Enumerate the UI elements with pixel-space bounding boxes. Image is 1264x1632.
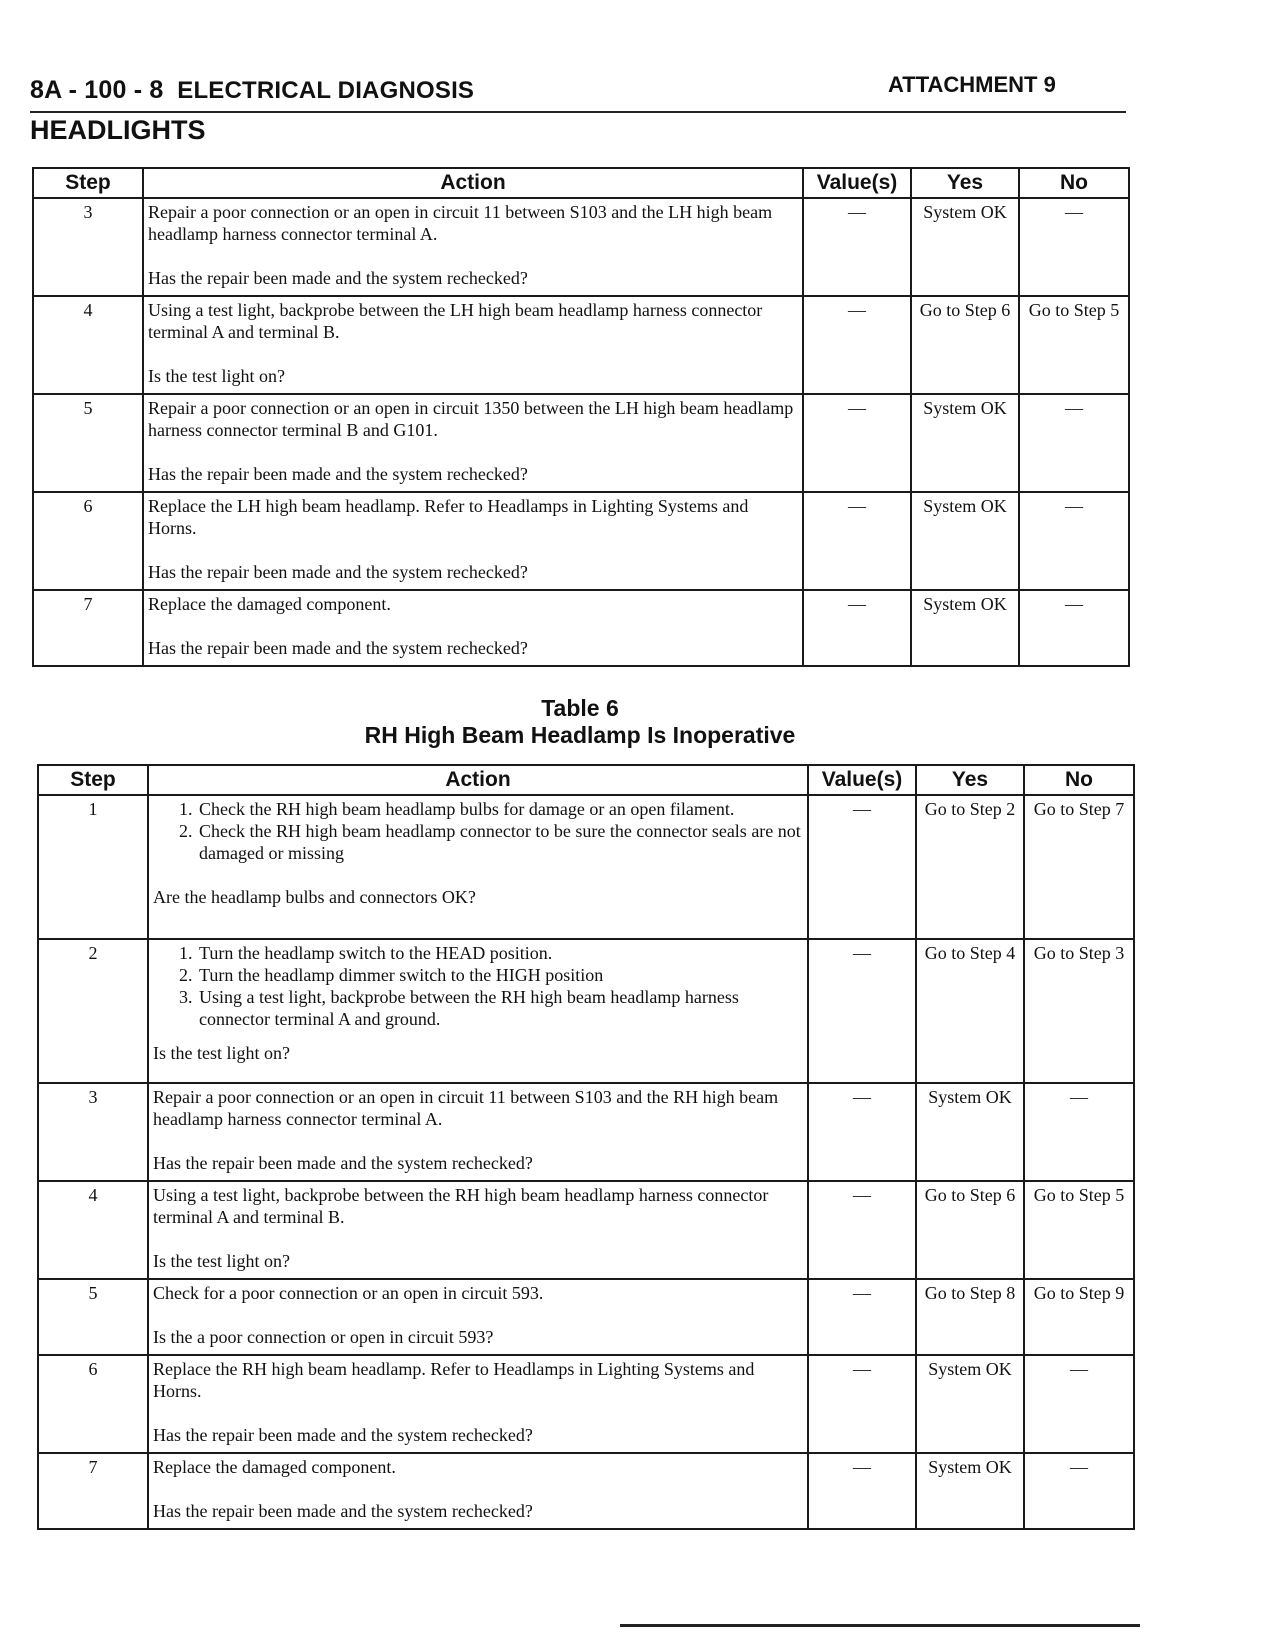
action-cell <box>143 198 803 296</box>
no-cell: Go to Step 3 <box>1024 939 1134 1083</box>
footer-divider <box>620 1624 1140 1627</box>
table-row <box>38 1453 1134 1529</box>
action-text: Repair a poor connection or an open in circuit 1350 between the LH high beam headlamp harness connector terminal B and G101. <box>148 398 794 440</box>
page-code: 8A - 100 - 8 <box>30 76 164 104</box>
no-cell: — <box>1019 590 1129 666</box>
action-cell <box>148 1083 808 1181</box>
no-cell: Go to Step 7 <box>1024 795 1134 939</box>
yes-cell: System OK <box>911 394 1019 492</box>
question-text: Has the repair been made and the system rechecked? <box>148 268 528 288</box>
action-cell <box>148 1355 808 1453</box>
action-cell <box>143 590 803 666</box>
question-text: Has the repair been made and the system rechecked? <box>148 638 528 658</box>
yes-cell: Go to Step 2 <box>916 795 1024 939</box>
action-cell <box>143 296 803 394</box>
no-cell: — <box>1024 1453 1134 1529</box>
no-cell: Go to Step 5 <box>1019 296 1129 394</box>
action-cell <box>148 795 808 939</box>
value-cell: — <box>803 198 911 296</box>
table-row <box>38 1355 1134 1453</box>
yes-cell: System OK <box>911 198 1019 296</box>
table-caption-title: RH High Beam Headlamp Is Inoperative <box>364 722 796 748</box>
step-cell: 6 <box>38 1355 148 1453</box>
action-cell <box>143 394 803 492</box>
table-row <box>38 1279 1134 1355</box>
question-text: Is the a poor connection or open in circuit 593? <box>153 1327 494 1347</box>
question-text: Has the repair been made and the system rechecked? <box>153 1425 533 1445</box>
table-row <box>33 296 1129 394</box>
action-text: Using a test light, backprobe between the LH high beam headlamp harness connector terminal A and terminal B. <box>148 300 763 342</box>
table-row <box>33 394 1129 492</box>
table-row <box>38 1181 1134 1279</box>
table-row <box>38 1083 1134 1181</box>
col-step-header: Step <box>38 765 148 795</box>
action-cell <box>148 939 808 1083</box>
yes-cell: Go to Step 8 <box>916 1279 1024 1355</box>
value-cell: — <box>808 1355 916 1453</box>
value-cell: — <box>808 1279 916 1355</box>
step-cell: 2 <box>38 939 148 1083</box>
list-item: 2. Check the RH high beam headlamp connector to be sure the connector seals are not damaged or missing <box>197 820 803 864</box>
section-title: HEADLIGHTS <box>30 115 206 145</box>
value-cell: — <box>808 795 916 939</box>
col-no-header: No <box>1024 765 1134 795</box>
col-no-header: No <box>1019 168 1129 198</box>
action-text: Using a test light, backprobe between the RH high beam headlamp harness connector terminal A and terminal B. <box>153 1185 769 1227</box>
action-text: Repair a poor connection or an open in circuit 11 between S103 and the RH high beam headlamp harness connector terminal A. <box>153 1087 779 1129</box>
list-item: 3. Using a test light, backprobe between the RH high beam headlamp harness connector terminal A and ground. <box>197 986 803 1030</box>
table-row <box>38 939 1134 1083</box>
value-cell: — <box>803 492 911 590</box>
table-row <box>33 198 1129 296</box>
action-text: Replace the LH high beam headlamp. Refer to Headlamps in Lighting Systems and Horns. <box>148 496 749 538</box>
no-cell: Go to Step 5 <box>1024 1181 1134 1279</box>
step-cell: 7 <box>33 590 143 666</box>
yes-cell: System OK <box>916 1453 1024 1529</box>
col-values-header: Value(s) <box>803 168 911 198</box>
col-step-header: Step <box>33 168 143 198</box>
table-row <box>33 590 1129 666</box>
manual-section: ELECTRICAL DIAGNOSIS <box>177 77 475 104</box>
action-steps-list <box>153 942 803 1030</box>
step-cell: 5 <box>38 1279 148 1355</box>
yes-cell: Go to Step 6 <box>916 1181 1024 1279</box>
question-text: Is the test light on? <box>153 1251 290 1271</box>
question-text: Is the test light on? <box>148 366 285 386</box>
yes-cell: System OK <box>911 590 1019 666</box>
action-cell <box>148 1279 808 1355</box>
value-cell: — <box>803 296 911 394</box>
table-header-row <box>38 765 1134 795</box>
no-cell: — <box>1024 1083 1134 1181</box>
col-action-header: Action <box>143 168 803 198</box>
value-cell: — <box>808 1181 916 1279</box>
diagnostic-table-lh <box>32 167 1130 667</box>
yes-cell: System OK <box>916 1355 1024 1453</box>
page-header-left <box>30 76 474 105</box>
list-item: 1. Turn the headlamp switch to the HEAD position. <box>197 942 803 964</box>
col-yes-header: Yes <box>911 168 1019 198</box>
question-text: Is the test light on? <box>153 1043 290 1063</box>
no-cell: — <box>1019 198 1129 296</box>
action-cell <box>148 1453 808 1529</box>
no-cell: — <box>1024 1355 1134 1453</box>
step-cell: 4 <box>33 296 143 394</box>
value-cell: — <box>803 394 911 492</box>
action-steps-list <box>153 798 803 864</box>
action-cell <box>148 1181 808 1279</box>
yes-cell: Go to Step 6 <box>911 296 1019 394</box>
attachment-label: ATTACHMENT 9 <box>888 72 1056 97</box>
diagnostic-table-rh <box>37 764 1135 1530</box>
step-cell: 5 <box>33 394 143 492</box>
value-cell: — <box>808 1083 916 1181</box>
question-text: Are the headlamp bulbs and connectors OK? <box>153 887 476 907</box>
action-text: Replace the RH high beam headlamp. Refer to Headlamps in Lighting Systems and Horns. <box>153 1359 755 1401</box>
col-yes-header: Yes <box>916 765 1024 795</box>
step-cell: 6 <box>33 492 143 590</box>
value-cell: — <box>808 1453 916 1529</box>
question-text: Has the repair been made and the system rechecked? <box>148 562 528 582</box>
value-cell: — <box>808 939 916 1083</box>
value-cell: — <box>803 590 911 666</box>
no-cell: — <box>1019 394 1129 492</box>
step-cell: 7 <box>38 1453 148 1529</box>
table-row <box>38 795 1134 939</box>
col-values-header: Value(s) <box>808 765 916 795</box>
step-cell: 4 <box>38 1181 148 1279</box>
col-action-header: Action <box>148 765 808 795</box>
question-text: Has the repair been made and the system rechecked? <box>153 1153 533 1173</box>
table-header-row <box>33 168 1129 198</box>
action-text: Replace the damaged component. <box>148 594 391 614</box>
table-row <box>33 492 1129 590</box>
list-item: 1. Check the RH high beam headlamp bulbs for damage or an open filament. <box>197 798 803 820</box>
step-cell: 1 <box>38 795 148 939</box>
step-cell: 3 <box>38 1083 148 1181</box>
action-text: Replace the damaged component. <box>153 1457 396 1477</box>
header-divider <box>30 111 1126 113</box>
no-cell: — <box>1019 492 1129 590</box>
list-item: 2. Turn the headlamp dimmer switch to the HIGH position <box>197 964 803 986</box>
yes-cell: Go to Step 4 <box>916 939 1024 1083</box>
action-text: Repair a poor connection or an open in circuit 11 between S103 and the LH high beam headlamp harness connector terminal A. <box>148 202 773 244</box>
step-cell: 3 <box>33 198 143 296</box>
table-caption-number: Table 6 <box>541 695 619 721</box>
no-cell: Go to Step 9 <box>1024 1279 1134 1355</box>
question-text: Has the repair been made and the system rechecked? <box>148 464 528 484</box>
yes-cell: System OK <box>911 492 1019 590</box>
yes-cell: System OK <box>916 1083 1024 1181</box>
action-cell <box>143 492 803 590</box>
action-text: Check for a poor connection or an open in circuit 593. <box>153 1283 544 1303</box>
question-text: Has the repair been made and the system rechecked? <box>153 1501 533 1521</box>
